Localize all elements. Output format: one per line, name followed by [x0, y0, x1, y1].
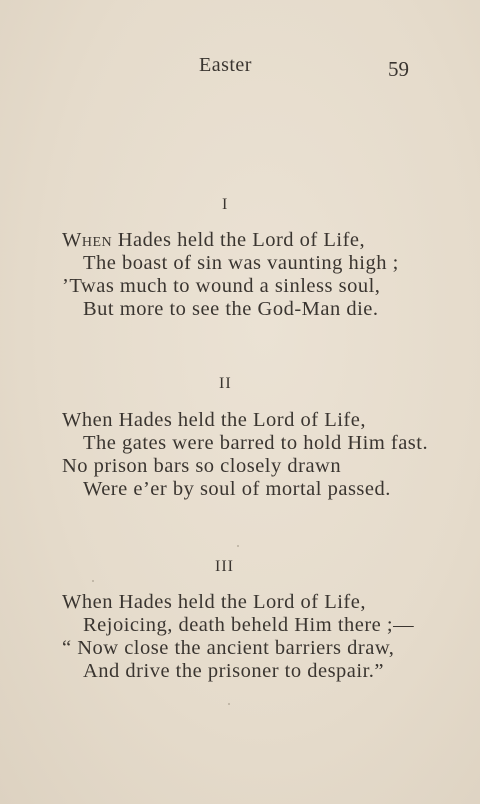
verse-line: And drive the prisoner to despair.”: [83, 660, 385, 682]
running-head: [0, 54, 480, 84]
verse-initial-word: When: [62, 229, 113, 251]
paper-speck: [237, 545, 239, 547]
stanza-numeral-2: II: [219, 375, 232, 392]
page-number: 59: [388, 57, 409, 81]
verse-line: ’Twas much to wound a sinless soul,: [62, 275, 381, 297]
verse-line: The boast of sin was vaunting high ;: [83, 252, 399, 274]
verse-line: Were e’er by soul of mortal passed.: [83, 478, 391, 500]
verse-line: “ Now close the ancient barriers draw,: [62, 637, 395, 659]
stanza-numeral-1: I: [222, 196, 229, 213]
verse-line: When Hades held the Lord of Life,: [62, 409, 366, 431]
stanza-numeral-3: III: [215, 558, 234, 575]
verse-line: When Hades held the Lord of Life,: [62, 591, 366, 613]
verse-line: [62, 229, 365, 252]
verse-line: Rejoicing, death beheld Him there ;—: [83, 614, 415, 636]
verse-line-rest: Hades held the Lord of Life,: [112, 229, 366, 251]
paper-speck: [228, 703, 230, 705]
verse-line: But more to see the God-Man die.: [83, 298, 379, 320]
verse-line: No prison bars so closely drawn: [62, 455, 342, 477]
paper-speck: [92, 580, 94, 582]
header-title: Easter: [199, 54, 252, 76]
verse-line: The gates were barred to hold Him fast.: [83, 432, 429, 454]
